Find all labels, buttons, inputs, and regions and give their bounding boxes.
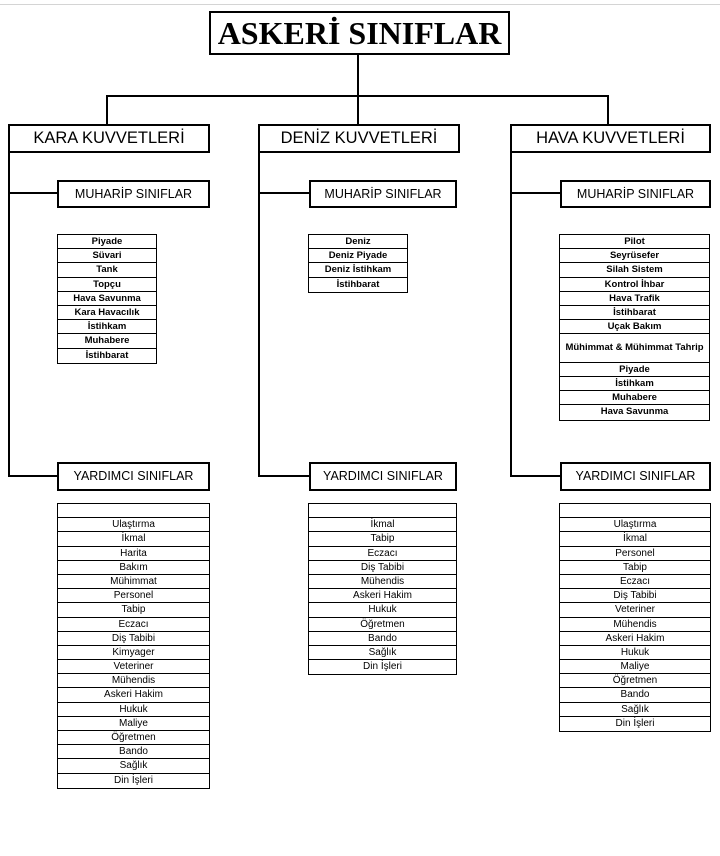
list-item: Din İşleri: [363, 661, 402, 673]
hava-muharip-list: [559, 234, 710, 421]
list-item: Piyade: [560, 363, 709, 377]
list-item: Tabip: [58, 603, 209, 617]
list-item: Mühimmat & Mühimmat Tahrip: [560, 334, 709, 363]
list-item: Tabip: [560, 561, 710, 575]
connector-line: [8, 475, 58, 477]
list-item: Deniz İstihkam: [309, 263, 407, 277]
connector-line: [510, 192, 561, 194]
branch-kara-kuvvetleri: [8, 124, 210, 153]
list-blank-row: [309, 504, 456, 518]
group-label: MUHARİP SINIFLAR: [74, 186, 193, 201]
list-item: İstihbarat: [85, 349, 129, 361]
connector-line: [258, 475, 310, 477]
list-item: Hukuk: [309, 603, 456, 617]
list-item: Personel: [560, 547, 710, 561]
list-item: Tank: [58, 263, 156, 277]
list-item: Din İşleri: [114, 774, 153, 786]
chart-title-text: ASKERİ SINIFLAR: [217, 15, 502, 51]
list-item: İstihbarat: [560, 306, 709, 320]
list-item: Askeri Hakim: [309, 589, 456, 603]
deniz-yardimci-header: [309, 462, 457, 491]
list-item: Hukuk: [560, 646, 710, 660]
list-item: Öğretmen: [309, 618, 456, 632]
list-item: Kontrol İhbar: [560, 278, 709, 292]
branch-label: HAVA KUVVETLERİ: [536, 129, 685, 148]
group-label: MUHARİP SINIFLAR: [576, 186, 695, 201]
list-item: Ulaştırma: [560, 518, 710, 532]
list-item: Muhabere: [560, 391, 709, 405]
list-item: Bando: [309, 632, 456, 646]
list-item: Hukuk: [58, 703, 209, 717]
list-item: Veteriner: [58, 660, 209, 674]
branch-label: KARA KUVVETLERİ: [33, 129, 185, 148]
branch-hava-kuvvetleri: [510, 124, 711, 153]
list-item: Bakım: [58, 561, 209, 575]
list-item: Maliye: [58, 717, 209, 731]
connector-line: [258, 152, 260, 477]
connector-line: [258, 192, 310, 194]
list-item: İstihkam: [58, 320, 156, 334]
list-item: Bando: [560, 688, 710, 702]
list-item: Sağlık: [58, 759, 209, 773]
hava-yardimci-header: [560, 462, 711, 491]
list-item: Hava Savunma: [58, 292, 156, 306]
group-label: YARDIMCI SINIFLAR: [73, 469, 194, 484]
list-item: Mühimmat: [58, 575, 209, 589]
list-item: Öğretmen: [58, 731, 209, 745]
hava-yardimci-list: [559, 503, 711, 732]
list-item: Öğretmen: [560, 674, 710, 688]
list-item: Uçak Bakım: [560, 320, 709, 334]
group-label: YARDIMCI SINIFLAR: [575, 469, 696, 484]
list-item: Eczacı: [309, 547, 456, 561]
list-item: Mühendis: [560, 618, 710, 632]
list-item: Tabip: [309, 532, 456, 546]
kara-muharip-list: [57, 234, 157, 364]
kara-yardimci-header: [57, 462, 210, 491]
list-item: İkmal: [560, 532, 710, 546]
list-item: Maliye: [560, 660, 710, 674]
connector-line: [357, 95, 359, 124]
list-item: Din İşleri: [615, 717, 655, 729]
list-item: Mühendis: [58, 674, 209, 688]
list-item: Personel: [58, 589, 209, 603]
list-item: Piyade: [58, 235, 156, 249]
list-item: Hava Savunma: [600, 406, 669, 418]
list-item: Kara Havacılık: [58, 306, 156, 320]
list-item: Silah Sistem: [560, 263, 709, 277]
list-item: Veteriner: [560, 603, 710, 617]
connector-line: [510, 152, 512, 477]
connector-line: [607, 95, 609, 124]
list-item: Ulaştırma: [58, 518, 209, 532]
list-item: Deniz Piyade: [309, 249, 407, 263]
list-item: İstihbarat: [336, 278, 380, 290]
connector-line: [8, 152, 10, 477]
list-blank-row: [560, 504, 710, 518]
kara-yardimci-list: [57, 503, 210, 789]
deniz-muharip-header: [309, 180, 457, 208]
list-item: Diş Tabibi: [560, 589, 710, 603]
connector-line: [8, 192, 58, 194]
list-item: Deniz: [309, 235, 407, 249]
list-item: Bando: [58, 745, 209, 759]
list-item: Diş Tabibi: [58, 632, 209, 646]
list-item: Topçu: [58, 278, 156, 292]
list-item: İkmal: [309, 518, 456, 532]
kara-muharip-header: [57, 180, 210, 208]
connector-line: [510, 475, 561, 477]
list-item: Seyrüsefer: [560, 249, 709, 263]
connector-line: [357, 55, 359, 97]
deniz-yardimci-list: [308, 503, 457, 675]
connector-line: [106, 95, 108, 124]
list-item: Mühendis: [309, 575, 456, 589]
list-item: Eczacı: [560, 575, 710, 589]
hava-muharip-header: [560, 180, 711, 208]
list-item: Eczacı: [58, 618, 209, 632]
list-item: Askeri Hakim: [58, 688, 209, 702]
list-item: Kimyager: [58, 646, 209, 660]
page-top-rule: [0, 4, 720, 5]
list-item: Sağlık: [309, 646, 456, 660]
group-label: MUHARİP SINIFLAR: [324, 186, 442, 201]
list-item: Hava Trafik: [560, 292, 709, 306]
list-item: İkmal: [58, 532, 209, 546]
list-item: Süvari: [58, 249, 156, 263]
branch-deniz-kuvvetleri: [258, 124, 460, 153]
group-label: YARDIMCI SINIFLAR: [323, 469, 443, 484]
chart-title: [209, 11, 510, 55]
branch-label: DENİZ KUVVETLERİ: [280, 129, 438, 148]
list-item: Askeri Hakim: [560, 632, 710, 646]
list-item: Muhabere: [58, 334, 156, 348]
list-item: Sağlık: [560, 703, 710, 717]
list-blank-row: [58, 504, 209, 518]
list-item: Harita: [58, 547, 209, 561]
deniz-muharip-list: [308, 234, 408, 293]
list-item: Pilot: [560, 235, 709, 249]
list-item: İstihkam: [560, 377, 709, 391]
list-item: Diş Tabibi: [309, 561, 456, 575]
